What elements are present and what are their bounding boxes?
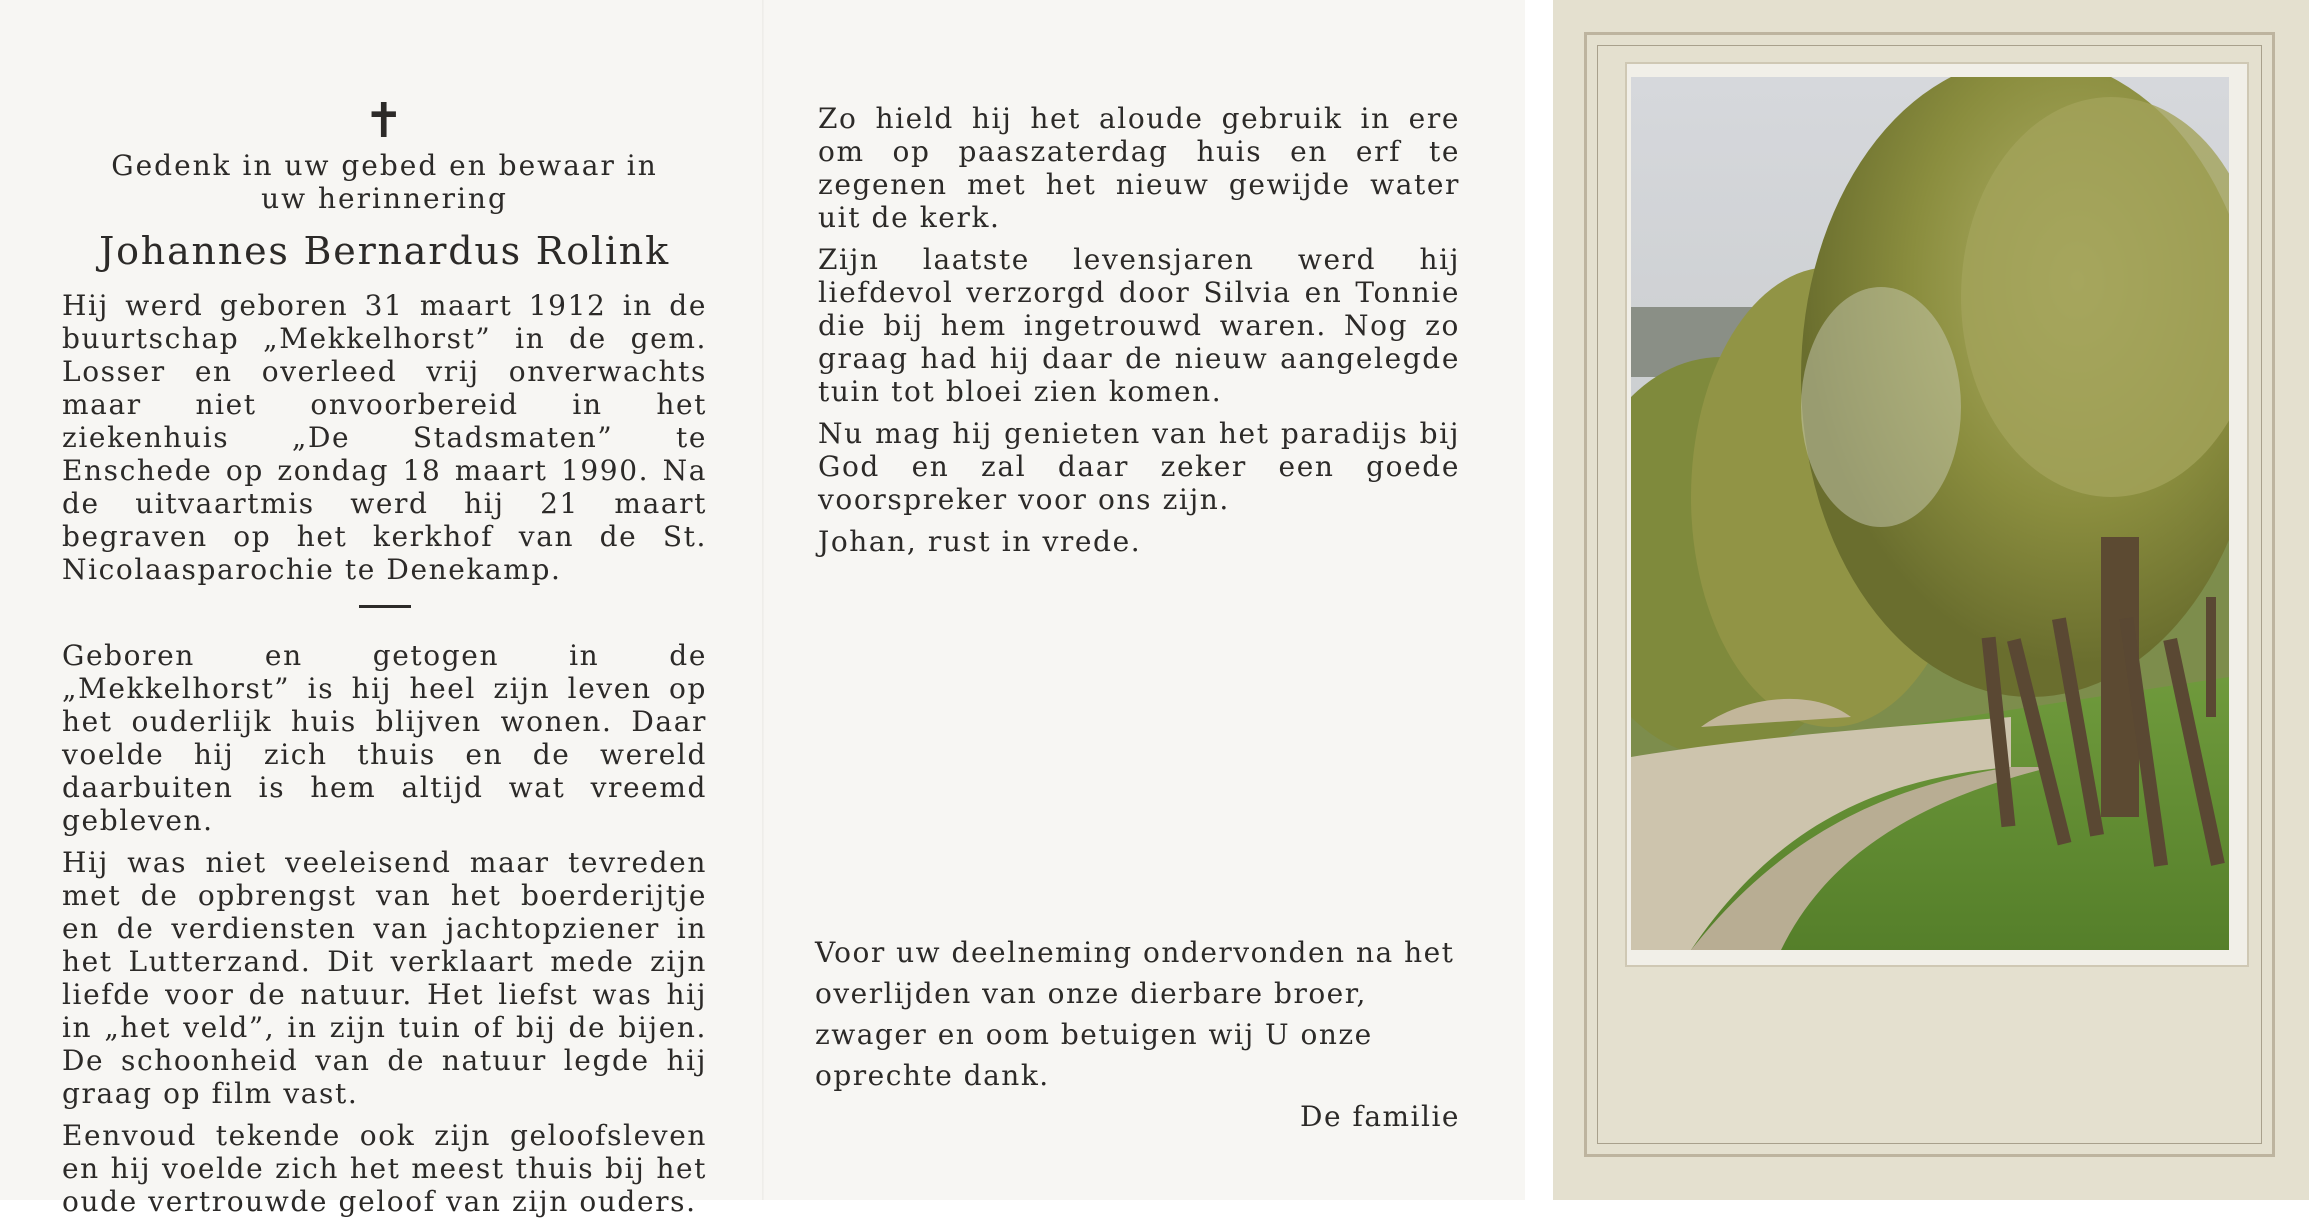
card-fold-line <box>762 0 764 1200</box>
landscape-photo-icon <box>1631 77 2229 950</box>
intro-text: Gedenk in uw gebed en bewaar in uw herinnering <box>111 149 658 215</box>
thanks-section <box>815 932 1460 1137</box>
paragraph-easter-tradition: Zo hield hij het aloude gebruik in ere om op paaszaterdag huis en erf te zegenen met het nieuw gewijde water uit de kerk. <box>818 102 1460 234</box>
paragraph-faith: Eenvoud tekende ook zijn geloofsleven en hij voelde zich het meest thuis bij het oude vertrouwde geloof van zijn ouders. <box>62 1119 707 1218</box>
paragraph-nature: Hij was niet veeleisend maar tevreden met de opbrengst van het boerderijtje en de verdiensten van jachtopziener in het Lutterzand. Dit verklaart mede zijn liefde voor de natuur. Het liefst was hij in „het veld”, in zijn tuin of bij de bijen. De schoonheid van de natuur legde hij graag op film vast. <box>62 846 707 1110</box>
right-page <box>818 102 1460 567</box>
section-divider <box>359 605 411 608</box>
paragraph-last-years: Zijn laatste levensjaren werd hij liefdevol verzorgd door Silvia en Tonnie die bij hem ingetrouwd waren. Nog zo graag had hij daar de nieuw aangelegde tuin tot bloei zien komen. <box>818 243 1460 408</box>
deceased-name: Johannes Bernardus Rolink <box>99 229 670 273</box>
cross-icon: ✝ <box>363 93 406 149</box>
signature: De familie <box>1300 1100 1460 1133</box>
paragraph-home: Geboren en getogen in de „Mekkelhorst” is hij heel zijn leven op het ouderlijk huis blijven wonen. Daar voelde hij zich thuis en de wereld daarbuiten is hem altijd wat vreemd gebleven. <box>62 639 707 837</box>
paragraph-farewell: Johan, rust in vrede. <box>818 525 1142 558</box>
paragraph-biography: Hij werd geboren 31 maart 1912 in de buurtschap „Mekkelhorst” in de gem. Losser en overleed vrij onverwachts maar niet onvoorbereid in het ziekenhuis „De Stadsmaten” te Enschede op zondag 18 maart 1990. Na de uitvaartmis werd hij 21 maart begraven op het kerkhof van de St. Nicolaasparochie te Denekamp. <box>62 289 707 586</box>
thanks-text: Voor uw deelneming ondervonden na het overlijden van onze dierbare broer, zwager en oom betuigen wij U onze oprechte dank. <box>815 936 1455 1092</box>
left-page <box>62 95 707 1227</box>
memorial-card-cover <box>1553 0 2309 1200</box>
paragraph-paradise: Nu mag hij genieten van het paradijs bij God en zal daar zeker een goede voorspreker voor ons zijn. <box>818 417 1460 516</box>
